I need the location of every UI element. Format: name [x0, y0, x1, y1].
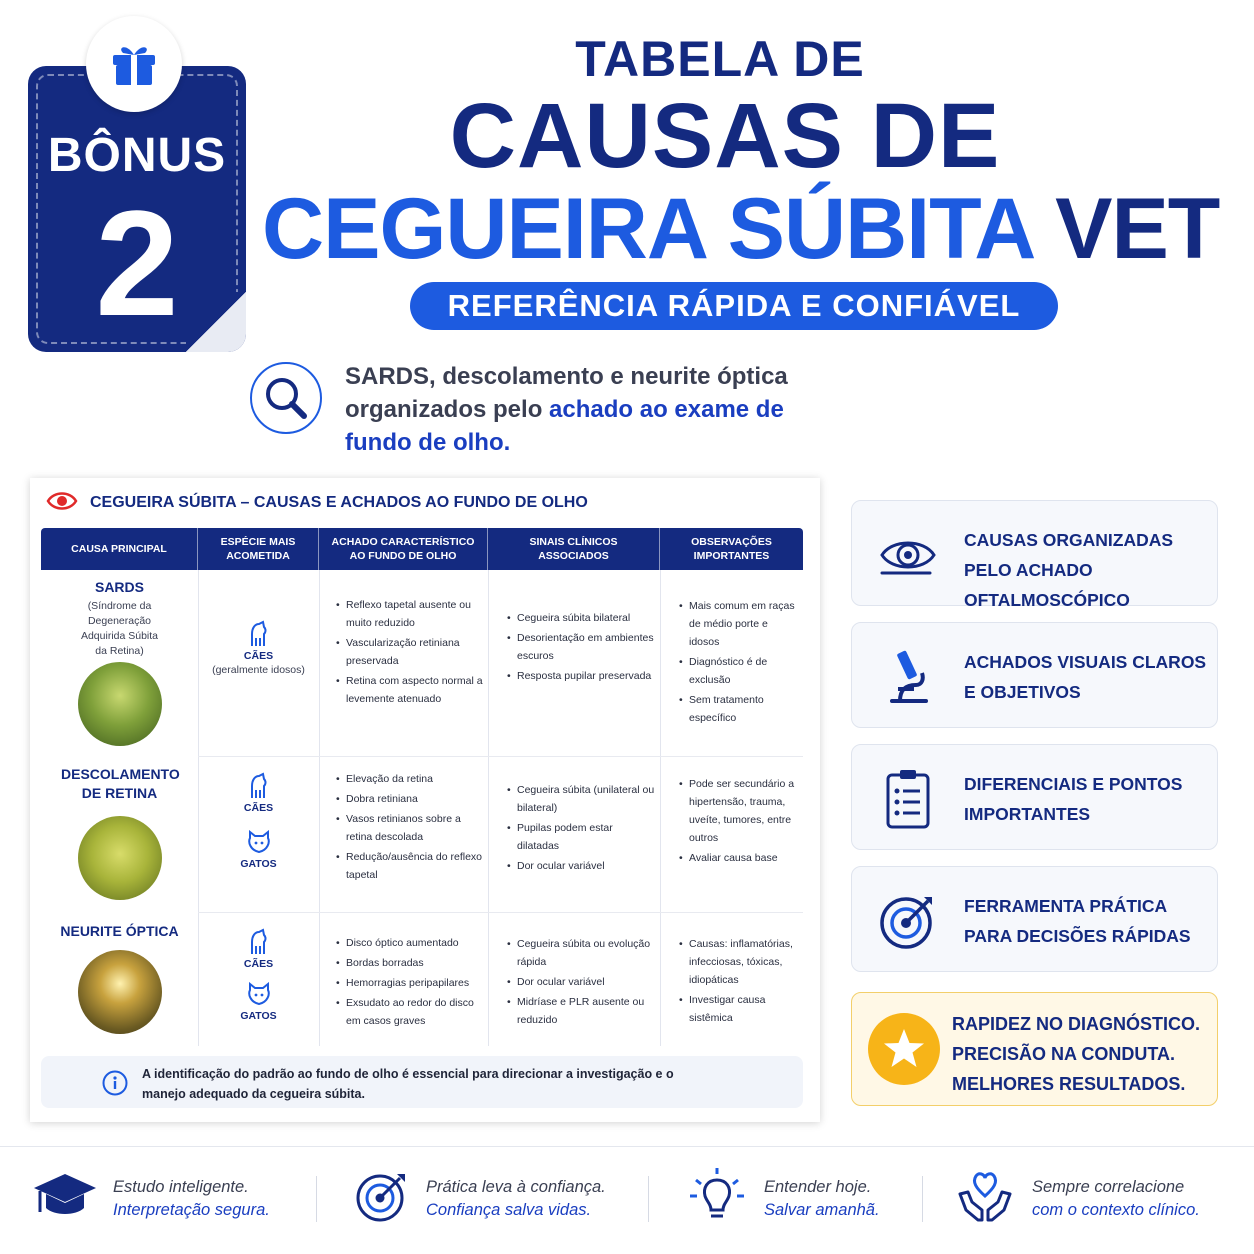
footer-divider	[0, 1146, 1254, 1147]
notes-neuritis: • Causas: inflamatórias, infecciosas, tóxicas, idiopáticas • Investigar causa sistêmica	[677, 935, 795, 1029]
cause-sards: SARDS (Síndrome da Degeneração Adquirida Súbita da Retina)	[80, 579, 159, 657]
microscope-icon	[870, 639, 946, 715]
cause-retinal-detachment: DESCOLAMENTO DE RETINA	[61, 766, 180, 801]
gift-icon	[86, 16, 182, 112]
eye-icon	[46, 490, 78, 517]
title-line-2: CAUSAS DE	[449, 85, 1001, 187]
notes-sards: • Mais comum em raças de médio porte e idosos • Diagnóstico é de exclusão • Sem tratamento específico	[677, 597, 795, 729]
intro-text	[345, 360, 825, 459]
intro-highlight: achado ao exame de fundo de olho.	[345, 396, 784, 456]
title-vet: VET	[1055, 181, 1220, 277]
findings-neuritis: • Disco óptico aumentado • Bordas borradas • Hemorragias peripapilares • Exsudato ao redor do disco em casos graves	[334, 934, 484, 1032]
search-icon	[248, 360, 324, 436]
signs-detachment: • Cegueira súbita (unilateral ou bilateral) • Pupilas podem estar dilatadas • Dor ocular variável	[505, 781, 655, 877]
lightbulb-icon	[688, 1166, 746, 1231]
title-highlight: CEGUEIRA SÚBITA	[262, 181, 1033, 277]
cat-icon	[246, 982, 272, 1008]
clipboard-icon	[870, 761, 946, 837]
star-icon	[868, 1013, 940, 1085]
fundus-image-sards	[78, 662, 162, 746]
intro-plain: SARDS, descolamento e neurite óptica organizados pelo	[345, 363, 788, 423]
footer-item-4: Sempre correlacione com o contexto clínico.	[1032, 1178, 1200, 1219]
header-finding: ACHADO CARACTERÍSTICO AO FUNDO DE OLHO	[319, 528, 488, 570]
feature-card-2: ACHADOS VISUAIS CLAROS E OBJETIVOS	[851, 622, 1218, 728]
feature-card-3: DIFERENCIAIS E PONTOS IMPORTANTES	[851, 744, 1218, 850]
info-text: A identificação do padrão ao fundo de olho é essencial para direcionar a investigação e o manejo adequado da cegueira súbita.	[142, 1067, 674, 1101]
feature-card-4: FERRAMENTA PRÁTICA PARA DECISÕES RÁPIDAS	[851, 866, 1218, 972]
footer-item-3: Entender hoje. Salvar amanhã.	[764, 1178, 880, 1219]
cat-icon	[246, 830, 272, 856]
header-signs: SINAIS CLÍNICOS ASSOCIADOS	[488, 528, 660, 570]
species-neuritis: CÃES GATOS	[198, 928, 319, 1022]
signs-neuritis: • Cegueira súbita ou evolução rápida • Dor ocular variável • Midríase e PLR ausente ou reduzido	[505, 935, 655, 1031]
findings-sards: • Reflexo tapetal ausente ou muito reduzido • Vascularização retiniana preservada • Retina com aspecto normal a levemente atenuado	[334, 596, 484, 710]
dog-icon	[246, 620, 272, 648]
footer-item-1: Estudo inteligente. Interpretação segura.	[113, 1178, 270, 1219]
fundus-image-detachment	[78, 816, 162, 900]
species-detachment: CÃES GATOS	[198, 772, 319, 870]
bonus-label: BÔNUS	[47, 129, 227, 182]
title-line-1: TABELA DE	[575, 31, 865, 87]
table-title: CEGUEIRA SÚBITA – CAUSAS E ACHADOS AO FUNDO DE OLHO	[90, 494, 588, 511]
target-icon	[870, 883, 946, 959]
notes-detachment: • Pode ser secundário a hipertensão, trauma, uveíte, tumores, entre outros • Avaliar causa base	[677, 775, 795, 869]
table-header	[41, 528, 803, 570]
title-line-3	[262, 180, 1232, 279]
footer-item-2: Prática leva à confiança. Confiança salva vidas.	[426, 1178, 606, 1219]
target-icon	[352, 1166, 412, 1231]
subtitle-pill: REFERÊNCIA RÁPIDA E CONFIÁVEL	[410, 282, 1058, 330]
bonus-number: 2	[95, 179, 179, 347]
header-cause: CAUSA PRINCIPAL	[41, 528, 198, 570]
dog-icon	[246, 772, 272, 800]
species-sards: CÃES (geralmente idosos)	[198, 620, 319, 678]
eye-icon	[870, 517, 946, 593]
heart-hands-icon	[954, 1166, 1016, 1233]
info-icon	[102, 1070, 128, 1101]
highlight-card: RAPIDEZ NO DIAGNÓSTICO. PRECISÃO NA CONDUTA. MELHORES RESULTADOS.	[851, 992, 1218, 1106]
header-species: ESPÉCIE MAIS ACOMETIDA	[198, 528, 319, 570]
graduation-cap-icon	[32, 1166, 98, 1233]
feature-card-1: CAUSAS ORGANIZADAS PELO ACHADO OFTALMOSCÓPICO	[851, 500, 1218, 606]
header-notes: OBSERVAÇÕES IMPORTANTES	[691, 536, 772, 562]
cause-optic-neuritis: NEURITE ÓPTICA	[60, 923, 179, 939]
findings-detachment: • Elevação da retina • Dobra retiniana • Vasos retinianos sobre a retina descolada • Redução/ausência do reflexo tapetal	[334, 770, 484, 886]
dog-icon	[246, 928, 272, 956]
fundus-image-neuritis	[78, 950, 162, 1034]
signs-sards: • Cegueira súbita bilateral • Desorientação em ambientes escuros • Resposta pupilar preservada	[505, 609, 655, 687]
